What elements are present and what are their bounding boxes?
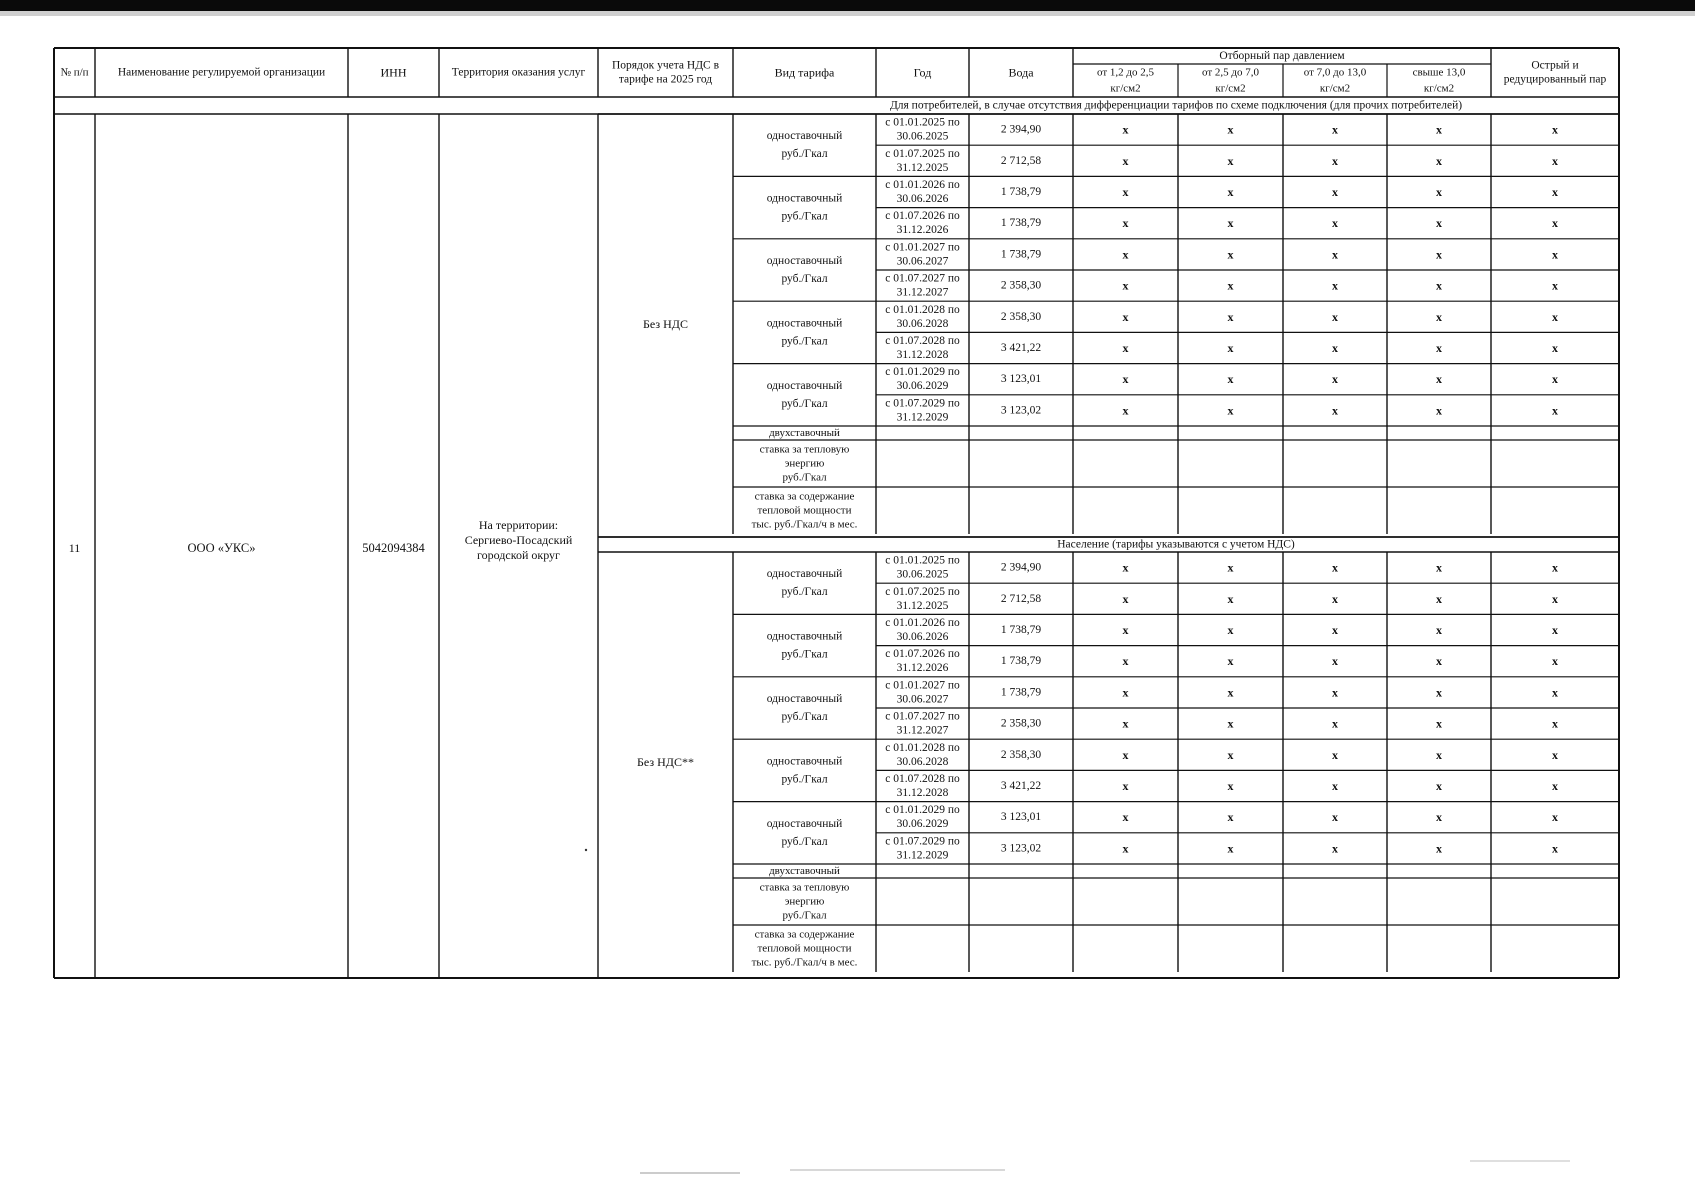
- not-applicable-mark: x: [1552, 654, 1558, 669]
- not-applicable-mark: x: [1227, 403, 1234, 418]
- period-dates: с 01.07.2025 по: [885, 147, 960, 160]
- not-applicable-mark: x: [1122, 216, 1129, 231]
- water-tariff-value: 1 738,79: [1000, 186, 1042, 198]
- period-dates: с 01.01.2029 по: [885, 366, 960, 379]
- not-applicable-mark: x: [1552, 841, 1558, 856]
- period-dates: с 01.07.2027 по: [885, 272, 960, 285]
- table-cells: [60, 50, 1606, 969]
- not-applicable-mark: x: [1436, 247, 1442, 262]
- period-dates: 30.06.2028: [896, 317, 949, 330]
- territory-text: На территории:: [478, 518, 559, 532]
- not-applicable-mark: x: [1436, 779, 1442, 793]
- header-year: Год: [913, 65, 932, 80]
- not-applicable-mark: x: [1122, 591, 1129, 606]
- period-dates: с 01.01.2025 по: [885, 116, 960, 129]
- rate-heat-capacity: тыс. руб./Гкал/ч в мес.: [751, 518, 858, 531]
- not-applicable-mark: x: [1436, 341, 1442, 355]
- period-dates: с 01.07.2028 по: [885, 335, 960, 347]
- water-tariff-value: 2 712,58: [1000, 592, 1042, 605]
- not-applicable-mark: x: [1552, 810, 1558, 825]
- period-dates: с 01.07.2025 по: [885, 585, 960, 598]
- header-steam-group: Отборный пар давлением: [1219, 50, 1345, 62]
- not-applicable-mark: x: [1332, 560, 1338, 575]
- not-applicable-mark: x: [1332, 153, 1338, 168]
- not-applicable-mark: x: [1552, 278, 1558, 293]
- period-dates: с 01.01.2027 по: [885, 679, 960, 692]
- period-dates: с 01.01.2027 по: [885, 241, 960, 254]
- tariff-type-one-part: руб./Гкал: [781, 773, 828, 786]
- not-applicable-mark: x: [1552, 372, 1558, 387]
- rate-heat-capacity: ставка за содержание: [754, 490, 855, 503]
- water-tariff-value: 1 738,79: [1000, 217, 1042, 230]
- not-applicable-mark: x: [1122, 716, 1129, 731]
- rate-heat-energy: ставка за тепловую: [759, 443, 850, 456]
- tariff-type-one-part: одноставочный: [766, 379, 843, 392]
- not-applicable-mark: x: [1227, 841, 1234, 856]
- water-tariff-value: 1 738,79: [1000, 624, 1042, 636]
- tariff-type-one-part: руб./Гкал: [781, 711, 828, 723]
- not-applicable-mark: x: [1436, 309, 1442, 324]
- tariff-type-one-part: руб./Гкал: [781, 586, 828, 599]
- water-tariff-value: 2 358,30: [1000, 717, 1042, 730]
- not-applicable-mark: x: [1552, 403, 1558, 418]
- not-applicable-mark: x: [1227, 716, 1234, 731]
- not-applicable-mark: x: [1227, 216, 1234, 231]
- not-applicable-mark: x: [1227, 560, 1234, 575]
- period-dates: с 01.07.2029 по: [885, 835, 960, 848]
- tariff-type-one-part: одноставочный: [766, 755, 843, 768]
- not-applicable-mark: x: [1227, 278, 1234, 293]
- not-applicable-mark: x: [1332, 372, 1338, 387]
- water-tariff-value: 2 358,30: [1000, 279, 1042, 292]
- not-applicable-mark: x: [1436, 685, 1442, 700]
- period-dates: 30.06.2026: [896, 193, 949, 205]
- rate-heat-capacity: тыс. руб./Гкал/ч в мес.: [751, 956, 858, 969]
- tariff-type-one-part: руб./Гкал: [781, 148, 828, 161]
- period-dates: 31.12.2029: [896, 411, 949, 424]
- period-dates: 31.12.2025: [896, 161, 949, 174]
- not-applicable-mark: x: [1332, 185, 1338, 199]
- not-applicable-mark: x: [1332, 841, 1338, 856]
- not-applicable-mark: x: [1122, 779, 1129, 793]
- water-tariff-value: 2 394,90: [1000, 123, 1042, 136]
- not-applicable-mark: x: [1436, 716, 1442, 731]
- not-applicable-mark: x: [1122, 153, 1129, 168]
- not-applicable-mark: x: [1227, 372, 1234, 387]
- not-applicable-mark: x: [1227, 591, 1234, 606]
- not-applicable-mark: x: [1122, 623, 1129, 637]
- period-dates: 31.12.2027: [896, 724, 949, 737]
- header-org: Наименование регулируемой организации: [117, 66, 326, 79]
- period-dates: 30.06.2029: [896, 380, 949, 393]
- period-dates: с 01.07.2029 по: [885, 397, 960, 410]
- period-dates: 30.06.2025: [896, 568, 949, 581]
- rate-heat-energy: ставка за тепловую: [759, 881, 850, 894]
- tariff-type-one-part: одноставочный: [766, 255, 843, 267]
- not-applicable-mark: x: [1227, 341, 1234, 355]
- header-steam-1: от 2,5 до 7,0: [1201, 66, 1260, 79]
- not-applicable-mark: x: [1552, 309, 1558, 324]
- not-applicable-mark: x: [1332, 623, 1338, 637]
- tariff-type-one-part: одноставочный: [766, 568, 843, 581]
- water-tariff-value: 3 421,22: [1000, 780, 1042, 792]
- not-applicable-mark: x: [1436, 372, 1442, 387]
- tariff-type-one-part: одноставочный: [766, 130, 843, 143]
- header-sharp-steam: Острый и: [1531, 59, 1579, 72]
- rate-heat-energy: энергию: [784, 895, 825, 908]
- not-applicable-mark: x: [1332, 810, 1338, 825]
- vat-order-value: Без НДС: [643, 317, 688, 331]
- not-applicable-mark: x: [1122, 403, 1129, 418]
- header-steam-3: свыше 13,0: [1412, 66, 1466, 79]
- org-inn: 5042094384: [362, 541, 425, 555]
- not-applicable-mark: x: [1552, 591, 1558, 606]
- not-applicable-mark: x: [1122, 747, 1129, 762]
- header-vat-order: Порядок учета НДС в: [611, 59, 720, 72]
- tariff-type-two-part: двухставочный: [769, 427, 840, 439]
- tariff-type-two-part: двухставочный: [769, 865, 840, 877]
- period-dates: 30.06.2026: [896, 631, 949, 643]
- not-applicable-mark: x: [1332, 247, 1338, 262]
- header-inn: ИНН: [380, 65, 407, 80]
- tariff-type-one-part: руб./Гкал: [781, 397, 828, 410]
- not-applicable-mark: x: [1436, 122, 1442, 137]
- scan-speck: [585, 849, 587, 851]
- header-steam-2: кг/см2: [1319, 82, 1351, 95]
- not-applicable-mark: x: [1332, 309, 1338, 324]
- not-applicable-mark: x: [1122, 278, 1129, 293]
- not-applicable-mark: x: [1227, 810, 1234, 825]
- not-applicable-mark: x: [1332, 716, 1338, 731]
- not-applicable-mark: x: [1227, 309, 1234, 324]
- period-dates: с 01.01.2026 по: [885, 617, 960, 629]
- period-dates: с 01.07.2028 по: [885, 773, 960, 785]
- period-dates: 31.12.2028: [896, 787, 949, 799]
- not-applicable-mark: x: [1227, 654, 1234, 669]
- not-applicable-mark: x: [1122, 810, 1129, 825]
- period-dates: 31.12.2027: [896, 286, 949, 299]
- not-applicable-mark: x: [1552, 779, 1558, 793]
- period-dates: 31.12.2026: [896, 662, 949, 675]
- not-applicable-mark: x: [1122, 309, 1129, 324]
- period-dates: 30.06.2027: [896, 255, 949, 268]
- period-dates: 30.06.2025: [896, 130, 949, 143]
- period-dates: 31.12.2029: [896, 849, 949, 862]
- not-applicable-mark: x: [1552, 341, 1558, 355]
- not-applicable-mark: x: [1227, 153, 1234, 168]
- not-applicable-mark: x: [1227, 779, 1234, 793]
- tariff-type-one-part: руб./Гкал: [781, 210, 828, 223]
- not-applicable-mark: x: [1227, 122, 1234, 137]
- rate-heat-capacity: тепловой мощности: [757, 942, 852, 955]
- header-steam-0: от 1,2 до 2,5: [1096, 66, 1155, 79]
- rate-heat-capacity: ставка за содержание: [754, 928, 855, 941]
- scan-top-border: [0, 0, 1695, 11]
- period-dates: 30.06.2028: [896, 755, 949, 768]
- scan-top-shadow: [0, 11, 1695, 16]
- not-applicable-mark: x: [1332, 403, 1338, 418]
- not-applicable-mark: x: [1332, 747, 1338, 762]
- not-applicable-mark: x: [1332, 779, 1338, 793]
- period-dates: с 01.01.2028 по: [885, 741, 960, 754]
- rate-heat-energy: руб./Гкал: [782, 471, 827, 484]
- not-applicable-mark: x: [1227, 685, 1234, 700]
- org-name: ООО «УКС»: [187, 541, 256, 555]
- water-tariff-value: 3 421,22: [1000, 342, 1042, 354]
- water-tariff-value: 2 358,30: [1000, 748, 1042, 761]
- water-tariff-value: 1 738,79: [1000, 248, 1042, 261]
- water-tariff-value: 1 738,79: [1000, 655, 1042, 668]
- not-applicable-mark: x: [1332, 278, 1338, 293]
- water-tariff-value: 3 123,02: [1000, 842, 1042, 855]
- period-dates: с 01.07.2026 по: [885, 210, 960, 223]
- not-applicable-mark: x: [1552, 560, 1558, 575]
- not-applicable-mark: x: [1227, 623, 1234, 637]
- not-applicable-mark: x: [1122, 185, 1129, 199]
- not-applicable-mark: x: [1122, 341, 1129, 355]
- not-applicable-mark: x: [1552, 623, 1558, 637]
- not-applicable-mark: x: [1227, 185, 1234, 199]
- period-dates: 31.12.2026: [896, 224, 949, 237]
- vat-order-value: Без НДС**: [637, 755, 694, 769]
- not-applicable-mark: x: [1552, 122, 1558, 137]
- period-dates: с 01.07.2026 по: [885, 648, 960, 661]
- not-applicable-mark: x: [1332, 122, 1338, 137]
- not-applicable-mark: x: [1552, 247, 1558, 262]
- territory-text: городской округ: [477, 548, 560, 562]
- not-applicable-mark: x: [1122, 560, 1129, 575]
- header-vat-order: тарифе на 2025 год: [618, 73, 713, 86]
- not-applicable-mark: x: [1436, 747, 1442, 762]
- period-dates: 30.06.2029: [896, 818, 949, 831]
- not-applicable-mark: x: [1332, 685, 1338, 700]
- not-applicable-mark: x: [1436, 216, 1442, 231]
- not-applicable-mark: x: [1552, 685, 1558, 700]
- not-applicable-mark: x: [1122, 372, 1129, 387]
- header-water: Вода: [1008, 65, 1034, 80]
- header-steam-0: кг/см2: [1110, 82, 1141, 95]
- tariff-type-one-part: руб./Гкал: [781, 335, 828, 348]
- rate-heat-energy: энергию: [784, 457, 825, 470]
- period-dates: 31.12.2025: [896, 599, 949, 612]
- period-dates: с 01.01.2028 по: [885, 303, 960, 316]
- rate-heat-capacity: тепловой мощности: [757, 504, 852, 517]
- not-applicable-mark: x: [1122, 841, 1129, 856]
- not-applicable-mark: x: [1436, 810, 1442, 825]
- header-sharp-steam: редуцированный пар: [1503, 73, 1607, 86]
- period-dates: с 01.01.2029 по: [885, 804, 960, 817]
- not-applicable-mark: x: [1436, 403, 1442, 418]
- header-tariff-type: Вид тарифа: [774, 65, 835, 80]
- row-number: 11: [68, 541, 81, 555]
- header-steam-2: от 7,0 до 13,0: [1303, 66, 1367, 79]
- tariff-type-one-part: одноставочный: [766, 317, 843, 330]
- territory-text: Сергиево-Посадский: [464, 533, 573, 547]
- not-applicable-mark: x: [1122, 685, 1129, 700]
- water-tariff-value: 3 123,01: [1000, 811, 1042, 824]
- not-applicable-mark: x: [1552, 185, 1558, 199]
- section-banner: Для потребителей, в случае отсутствия дифференциации тарифов по схеме подключения (для прочих потребителей): [889, 99, 1463, 112]
- header-territory: Территория оказания услуг: [451, 66, 586, 79]
- period-dates: 30.06.2027: [896, 693, 949, 706]
- rate-heat-energy: руб./Гкал: [782, 909, 827, 922]
- not-applicable-mark: x: [1436, 278, 1442, 293]
- not-applicable-mark: x: [1552, 153, 1558, 168]
- water-tariff-value: 2 712,58: [1000, 154, 1042, 167]
- water-tariff-value: 1 738,79: [1000, 686, 1042, 699]
- header-steam-3: кг/см2: [1423, 82, 1455, 95]
- water-tariff-value: 2 358,30: [1000, 310, 1042, 323]
- tariff-type-one-part: руб./Гкал: [781, 648, 828, 661]
- tariff-type-one-part: одноставочный: [766, 630, 843, 643]
- water-tariff-value: 3 123,02: [1000, 404, 1042, 417]
- not-applicable-mark: x: [1332, 341, 1338, 355]
- water-tariff-value: 3 123,01: [1000, 373, 1042, 386]
- not-applicable-mark: x: [1332, 591, 1338, 606]
- not-applicable-mark: x: [1436, 560, 1442, 575]
- water-tariff-value: 2 394,90: [1000, 561, 1042, 574]
- section-banner: Население (тарифы указываются с учетом НДС): [1057, 538, 1295, 551]
- not-applicable-mark: x: [1332, 216, 1338, 231]
- not-applicable-mark: x: [1122, 122, 1129, 137]
- not-applicable-mark: x: [1436, 654, 1442, 669]
- not-applicable-mark: x: [1552, 716, 1558, 731]
- not-applicable-mark: x: [1436, 841, 1442, 856]
- period-dates: с 01.07.2027 по: [885, 710, 960, 723]
- period-dates: 31.12.2028: [896, 349, 949, 361]
- not-applicable-mark: x: [1227, 747, 1234, 762]
- not-applicable-mark: x: [1436, 623, 1442, 637]
- tariff-type-one-part: одноставочный: [766, 693, 843, 705]
- not-applicable-mark: x: [1552, 216, 1558, 231]
- not-applicable-mark: x: [1436, 185, 1442, 199]
- tariff-type-one-part: одноставочный: [766, 817, 843, 830]
- not-applicable-mark: x: [1122, 247, 1129, 262]
- period-dates: с 01.01.2025 по: [885, 554, 960, 567]
- not-applicable-mark: x: [1122, 654, 1129, 669]
- not-applicable-mark: x: [1332, 654, 1338, 669]
- not-applicable-mark: x: [1436, 153, 1442, 168]
- not-applicable-mark: x: [1227, 247, 1234, 262]
- tariff-type-one-part: руб./Гкал: [781, 835, 828, 848]
- tariff-type-one-part: одноставочный: [766, 192, 843, 205]
- tariff-type-one-part: руб./Гкал: [781, 273, 828, 285]
- header-steam-1: кг/см2: [1215, 82, 1246, 95]
- header-num: № п/п: [60, 66, 89, 79]
- period-dates: с 01.01.2026 по: [885, 179, 960, 191]
- not-applicable-mark: x: [1436, 591, 1442, 606]
- not-applicable-mark: x: [1552, 747, 1558, 762]
